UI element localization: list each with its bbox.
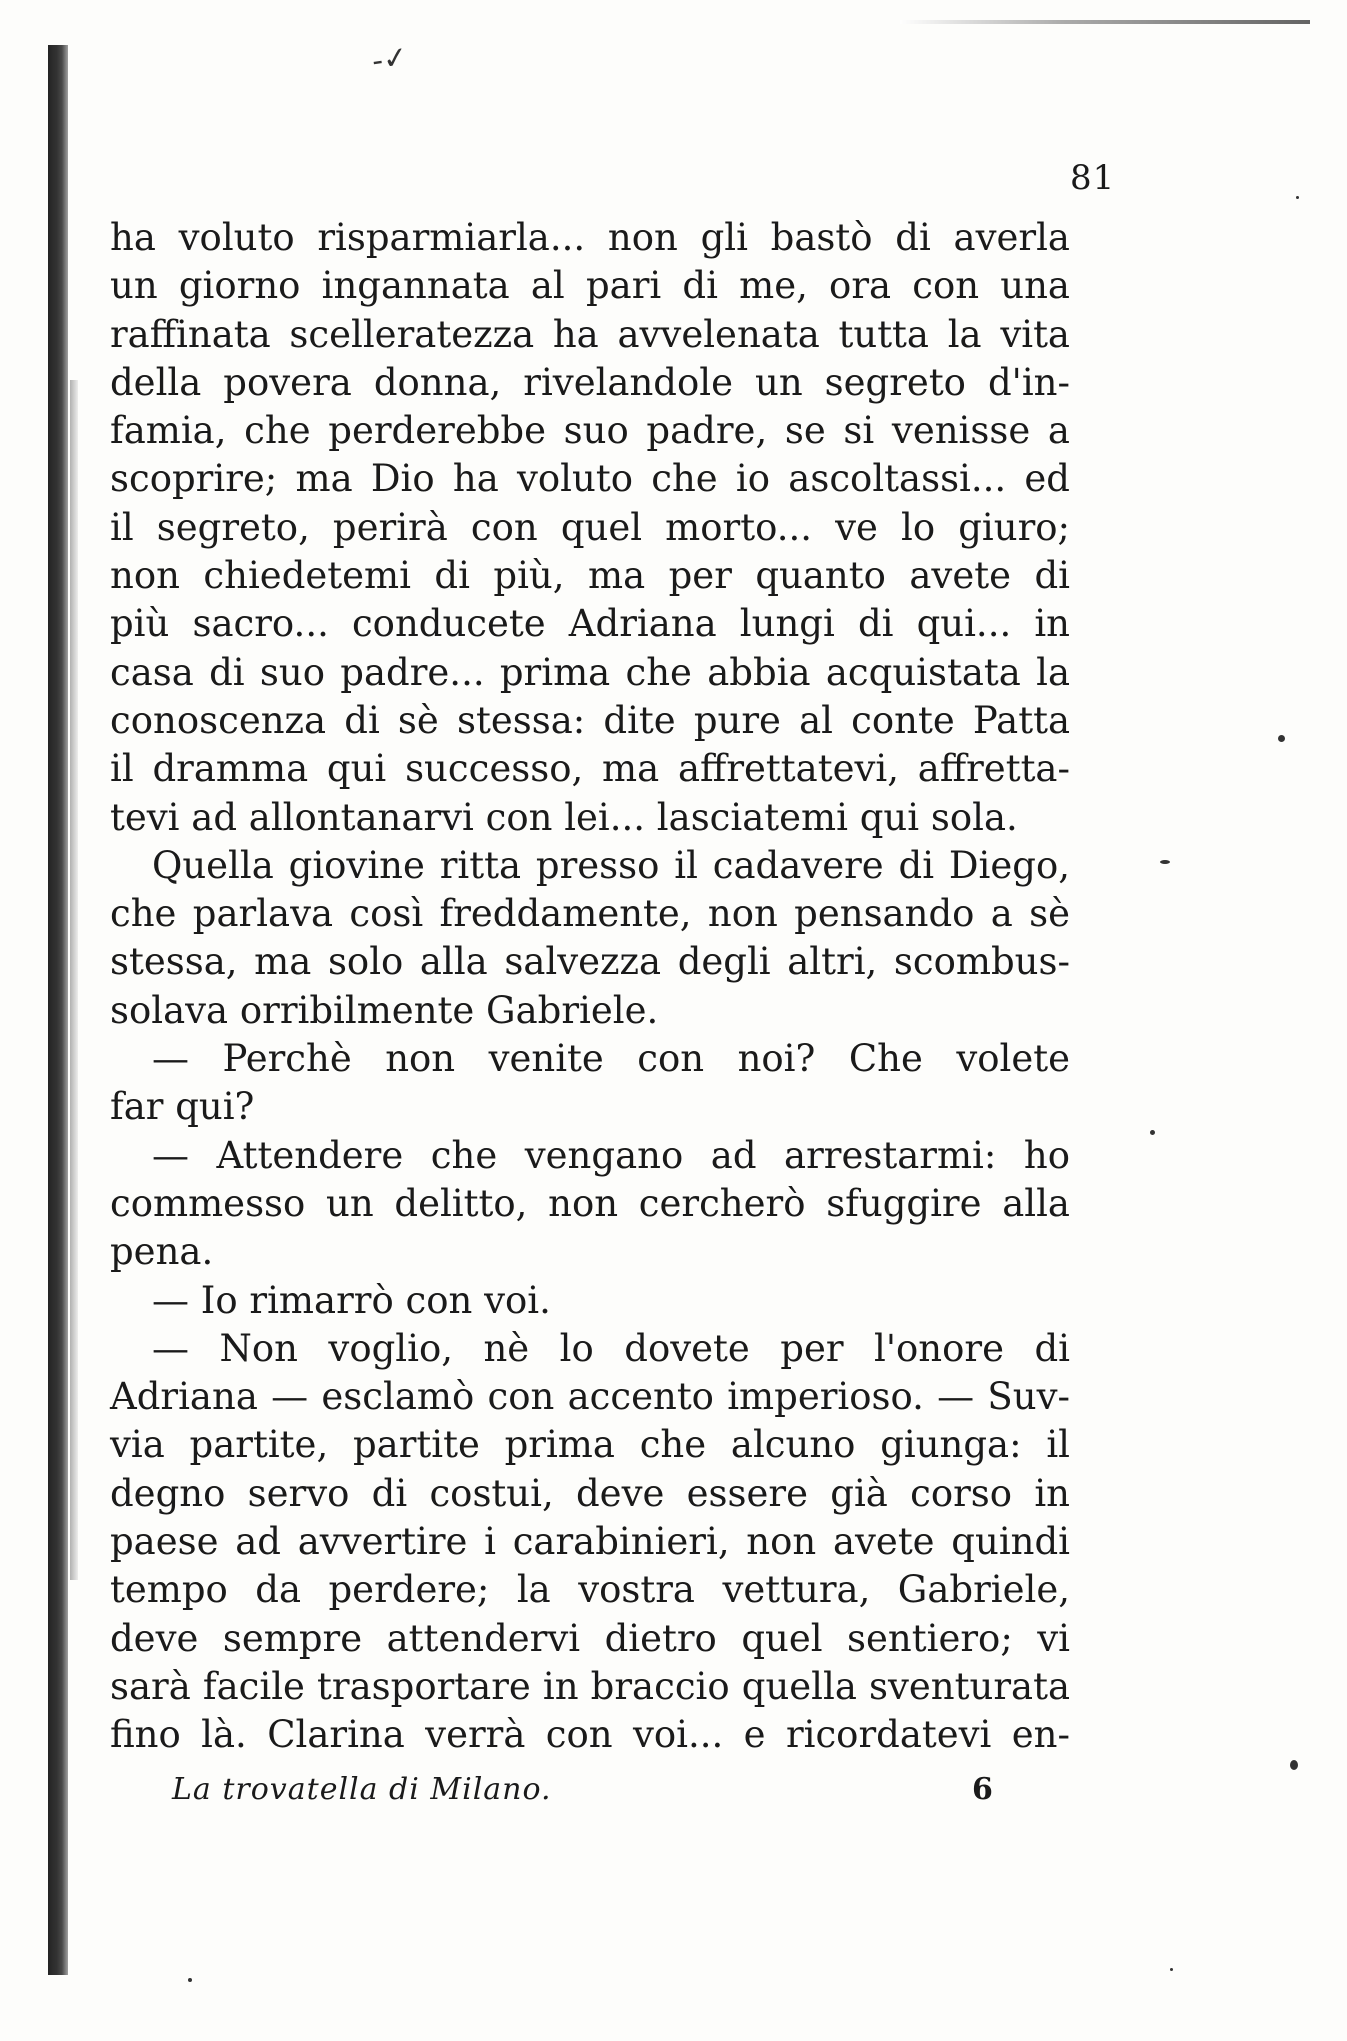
body-text [110,214,1070,1760]
scan-speck [1150,1130,1155,1135]
text-line: più sacro... conducete Adriana lungi di qui... in [110,602,1070,646]
top-edge-rule [900,20,1310,24]
scan-speck [1278,735,1285,742]
text-line: degno servo di costui, deve essere già corso in [110,1471,1070,1515]
text-line: pena. [110,1230,214,1274]
text-line: che parlava così freddamente, non pensando a sè [110,892,1070,936]
text-line: ha voluto risparmiarla... non gli bastò di averla [110,216,1070,259]
running-footer-title: La trovatella di Milano. [172,1772,552,1807]
text-line: Adriana — esclamò con accento imperioso. — Suv- [110,1375,1070,1419]
scan-speck [188,1978,192,1982]
text-line: paese ad avvertire i carabinieri, non avete quindi [110,1520,1070,1564]
text-line: solava orribilmente Gabriele. [110,988,659,1032]
binding-shadow-inner [70,380,78,1580]
text-line: della povera donna, rivelandole un segreto d'in- [110,360,1070,404]
text-line: fino là. Clarina verrà con voi... e ricordatevi en- [110,1713,1070,1757]
binding-shadow [48,45,68,1975]
scan-speck [1170,1968,1173,1971]
text-line: raffinata scelleratezza ha avvelenata tutta la vita [110,312,1070,356]
text-line: Quella giovine ritta presso il cadavere di Diego, [152,843,1070,887]
text-line: — Perchè non venite con noi? Che volete [152,1037,1070,1081]
text-line: conoscenza di sè stessa: dite pure al conte Patta [110,698,1070,742]
text-line: commesso un delitto, non cercherò sfuggire alla [110,1181,1070,1225]
text-line: — Non voglio, nè lo dovete per l'onore di [152,1326,1070,1370]
text-line: tempo da perdere; la vostra vettura, Gabriele, [110,1568,1070,1612]
text-line: il segreto, perirà con quel morto... ve lo giuro; [110,505,1070,549]
scan-speck [1296,196,1299,199]
text-line: deve sempre attendervi dietro quel sentiero; vi [110,1616,1070,1660]
text-line: via partite, partite prima che alcuno giunga: il [110,1423,1070,1467]
scan-speck [1290,1760,1298,1770]
text-line: famia, che perderebbe suo padre, se si venisse a [110,409,1070,453]
text-line: il dramma qui successo, ma affrettatevi, affretta- [110,747,1070,791]
text-line: scoprire; ma Dio ha voluto che io ascoltassi... ed [110,457,1070,501]
text-line: stessa, ma solo alla salvezza degli altri, scombus- [110,940,1070,984]
text-line: casa di suo padre... prima che abbia acquistata la [110,650,1070,694]
page-number: 81 [1070,158,1116,198]
corner-pen-mark: -✓ [369,39,411,80]
text-line: un giorno ingannata al pari di me, ora con una [110,264,1070,308]
text-line: non chiedetemi di più, ma per quanto avete di [110,554,1070,598]
text-line: tevi ad allontanarvi con lei... lasciatemi qui sola. [110,795,1018,839]
text-line: far qui? [110,1085,255,1129]
text-line: sarà facile trasportare in braccio quella sventurata [110,1664,1070,1708]
scan-speck [1160,860,1170,864]
text-line: — Attendere che vengano ad arrestarmi: ho [152,1133,1070,1177]
text-line: — Io rimarrò con voi. [152,1278,551,1322]
signature-mark: 6 [972,1772,993,1807]
